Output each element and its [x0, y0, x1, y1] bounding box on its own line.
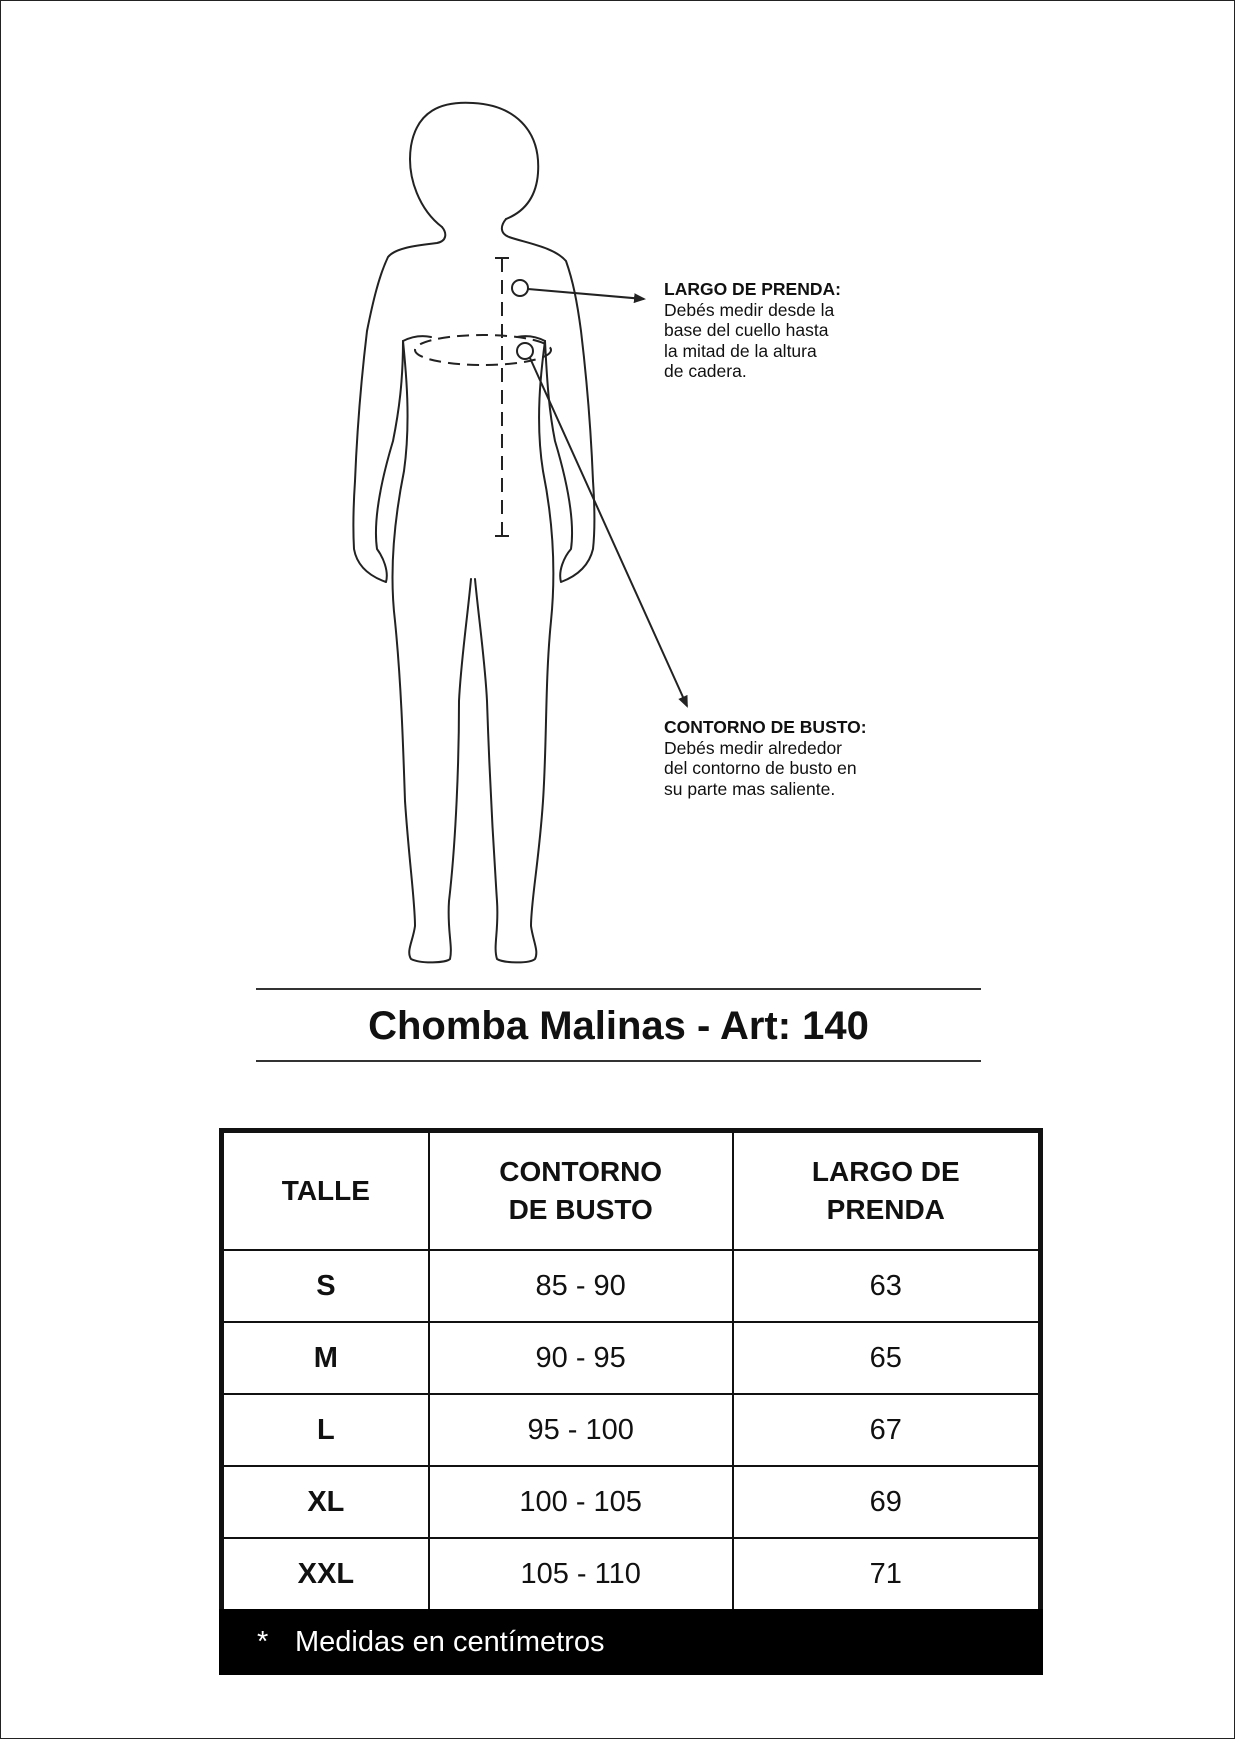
product-title: Chomba Malinas - Art: 140 [368, 1003, 869, 1048]
footnote-asterisk: * [257, 1625, 269, 1658]
table-header-row [222, 1131, 1041, 1251]
busto-note-line: Debés medir alrededor [664, 737, 843, 758]
contorno-de-busto-note [664, 717, 904, 799]
largo-callout-circle [512, 280, 528, 296]
cell-largo: 65 [733, 1322, 1041, 1394]
table-row [222, 1394, 1041, 1466]
cell-talle: M [222, 1322, 429, 1394]
busto-note-line: del contorno de busto en [664, 758, 857, 778]
cell-busto: 100 - 105 [429, 1466, 733, 1538]
largo-note-line: base del cuello hasta [664, 320, 829, 340]
size-table [219, 1128, 1043, 1609]
cell-talle: XL [222, 1466, 429, 1538]
header-busto-line1: CONTORNO [499, 1156, 663, 1187]
largo-note-title: LARGO DE PRENDA: [664, 279, 841, 299]
busto-note-title: CONTORNO DE BUSTO: [664, 717, 867, 737]
table-row [222, 1466, 1041, 1538]
torso-right [475, 341, 553, 962]
busto-callout-arrow [530, 358, 687, 706]
product-title-band [256, 988, 981, 1062]
head-outline [410, 103, 538, 227]
largo-note-line: de cadera. [664, 361, 747, 381]
header-talle [222, 1131, 429, 1251]
header-contorno-busto [429, 1131, 733, 1251]
cell-talle: L [222, 1394, 429, 1466]
units-footnote: Medidas en centímetros [295, 1625, 605, 1658]
table-row [222, 1322, 1041, 1394]
largo-note-line: Debés medir desde la [664, 299, 835, 320]
units-footer-bar [219, 1609, 1043, 1675]
cell-busto: 85 - 90 [429, 1250, 733, 1322]
header-talle-label: TALLE [281, 1175, 370, 1206]
largo-de-prenda-note [664, 279, 894, 382]
body-outline-left [353, 227, 445, 582]
torso-left [392, 341, 471, 962]
busto-callout-circle [517, 343, 533, 359]
header-largo-line2: PRENDA [826, 1194, 945, 1225]
size-table-container [219, 1128, 1043, 1675]
header-busto-line2: DE BUSTO [508, 1194, 653, 1225]
body-silhouette-figure [1, 1, 1235, 991]
cell-largo: 69 [733, 1466, 1041, 1538]
table-row [222, 1250, 1041, 1322]
table-row [222, 1538, 1041, 1609]
cell-talle: XXL [222, 1538, 429, 1609]
header-largo-prenda [733, 1131, 1041, 1251]
cell-busto: 105 - 110 [429, 1538, 733, 1609]
cell-largo: 63 [733, 1250, 1041, 1322]
largo-callout-arrow [528, 289, 644, 299]
largo-note-line: la mitad de la altura [664, 340, 817, 361]
cell-largo: 67 [733, 1394, 1041, 1466]
cell-largo: 71 [733, 1538, 1041, 1609]
cell-talle: S [222, 1250, 429, 1322]
cell-busto: 90 - 95 [429, 1322, 733, 1394]
header-largo-line1: LARGO DE [811, 1156, 960, 1187]
cell-busto: 95 - 100 [429, 1394, 733, 1466]
bust-curve-left [403, 336, 431, 341]
busto-note-line: su parte mas saliente. [664, 778, 836, 799]
